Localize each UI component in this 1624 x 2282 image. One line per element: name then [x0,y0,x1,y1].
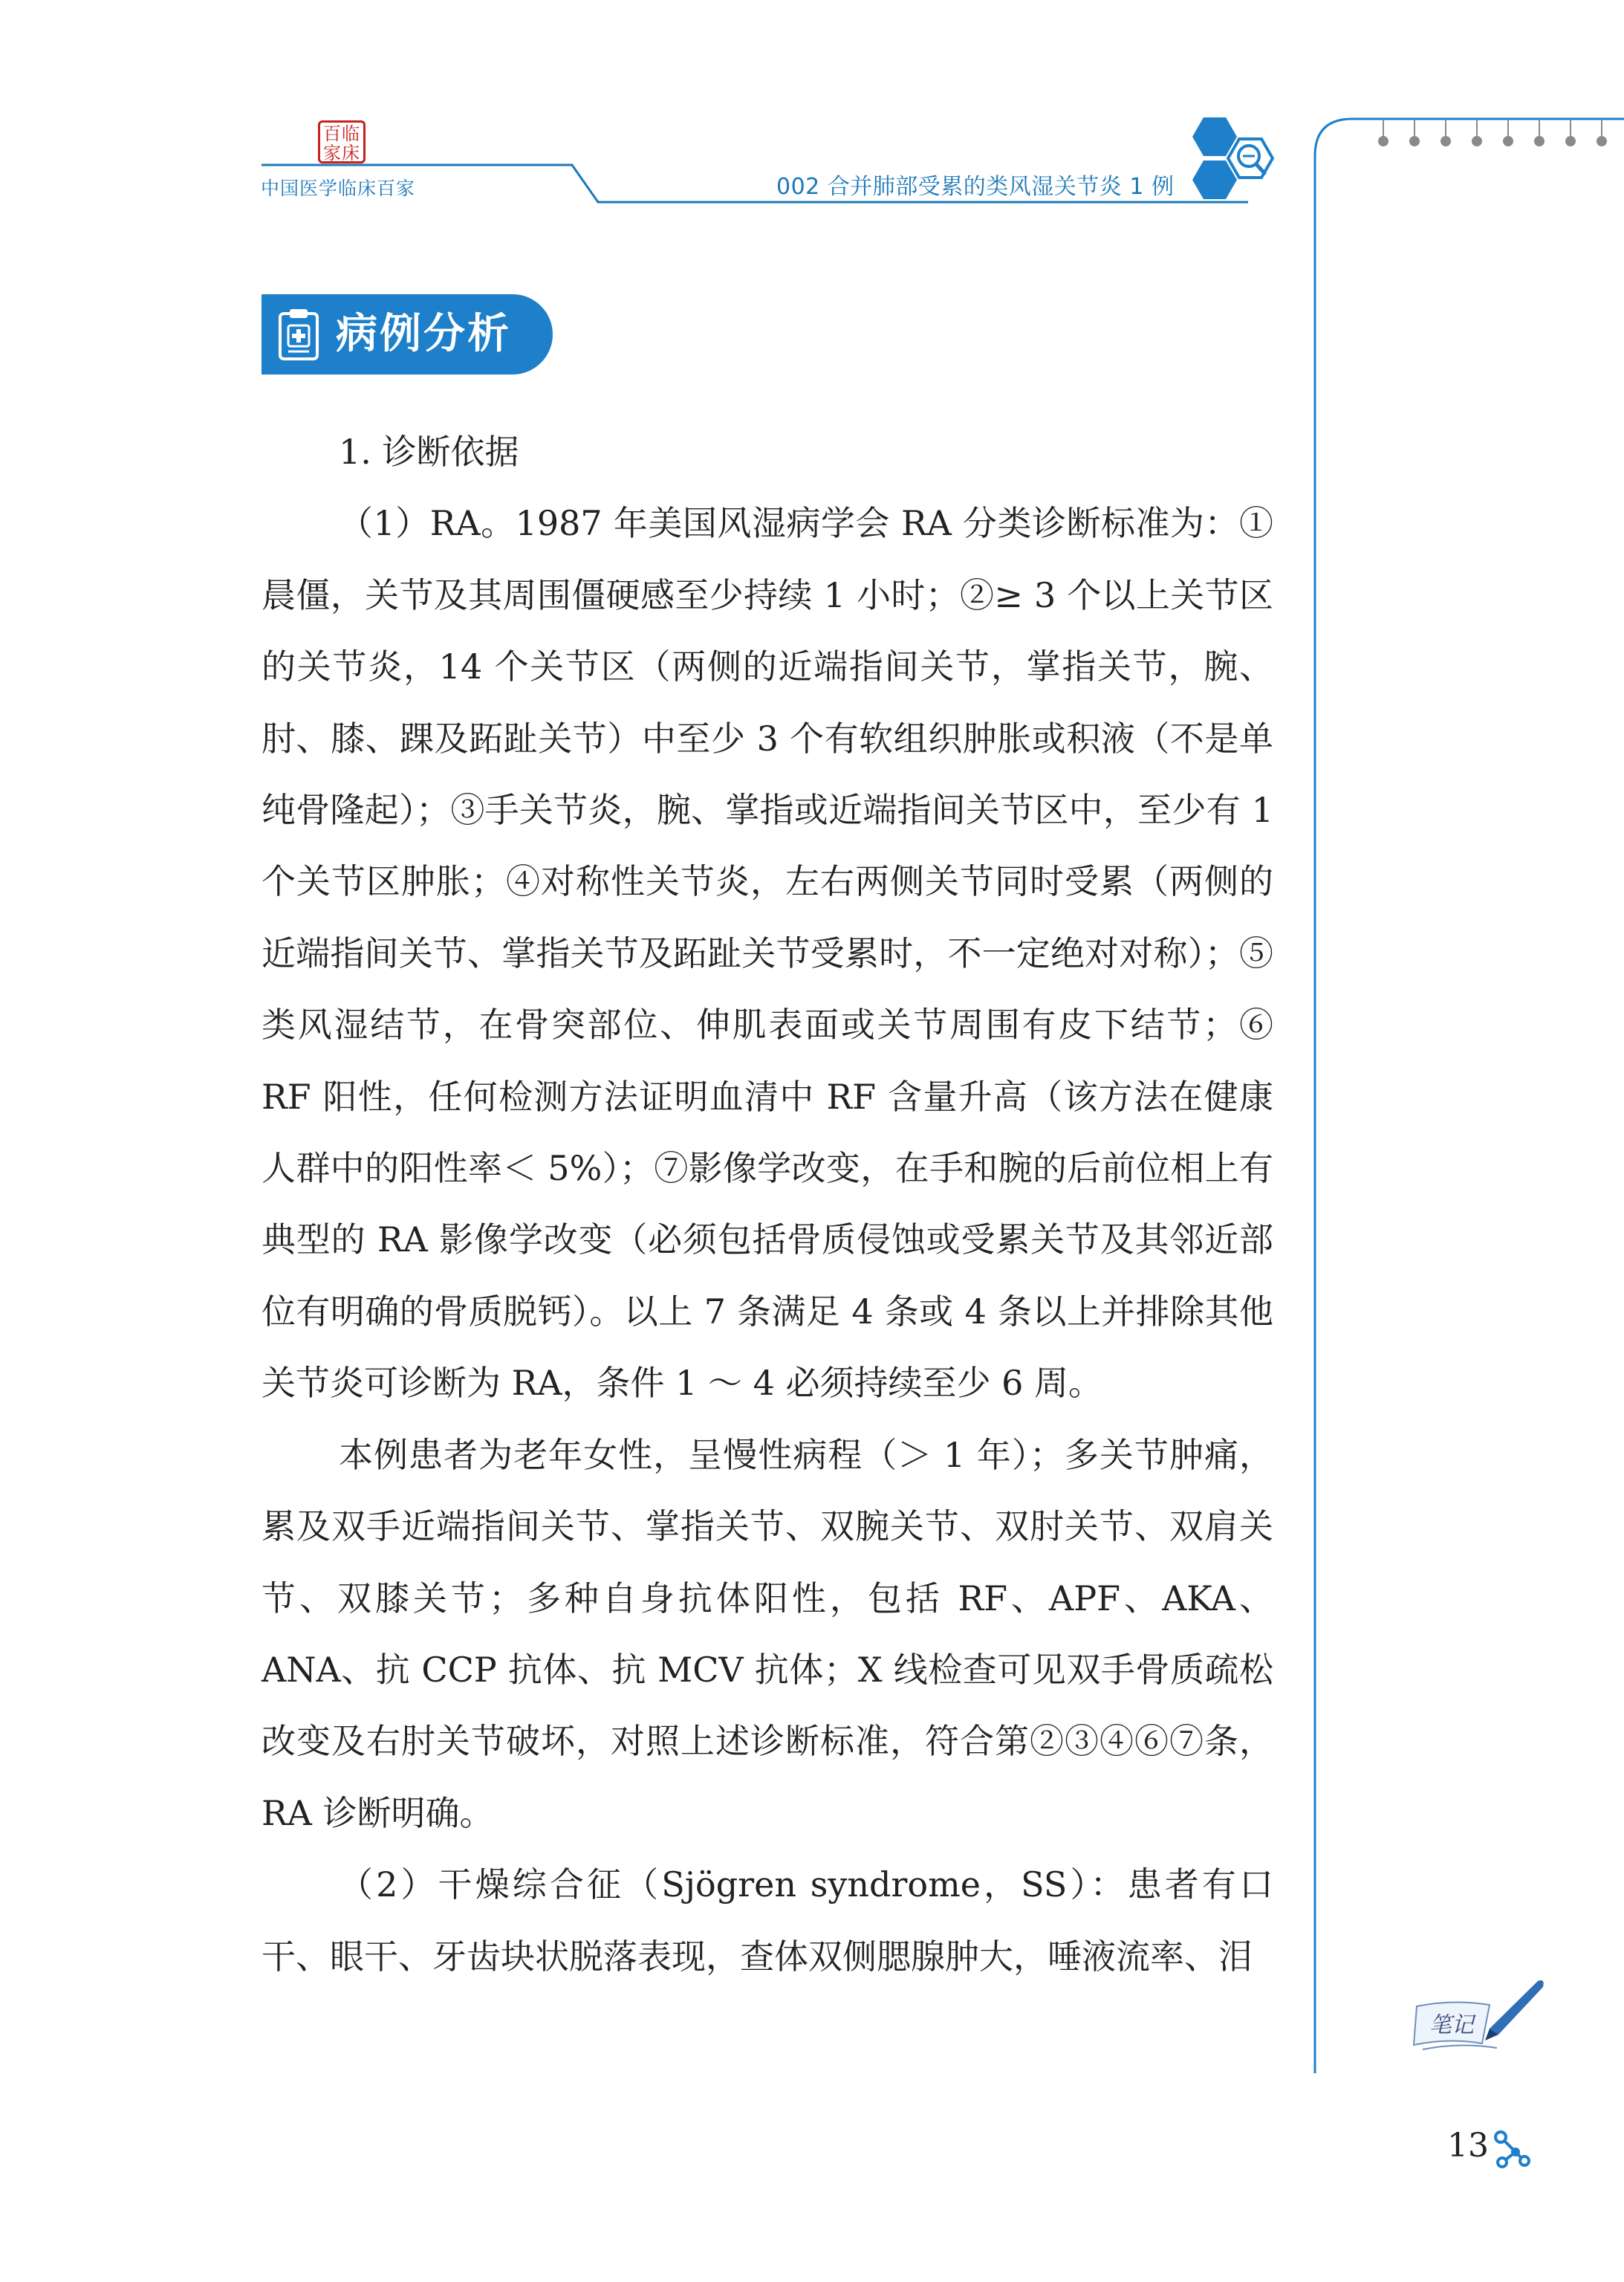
body-text [262,416,1273,1992]
notes-label: 笔记 [1429,2012,1474,2038]
page-number: 13 [1447,2127,1489,2165]
section-heading [262,294,553,375]
notes-margin-frame [1308,111,1624,2073]
clipboard-icon [278,308,319,361]
diagnosis-basis-heading: 1. 诊断依据 [339,432,519,472]
logo-text: 百临家床 [323,123,360,163]
series-name: 中国医学临床百家 [261,178,416,199]
patient-summary-paragraph: 本例患者为老年女性，呈慢性病程（＞ 1 年）；多关节肿痛，累及双手近端指间关节、掌指关节、双腕关节、双肘关节、双肩关节、双膝关节；多种自身抗体阳性，包括 RF、APF、AKA、ANA、抗 CCP 抗体、抗 MCV 抗体；X 线检查可见双手骨质疏松改变及右肘关节破坏，对照上述诊断标准，符合第②③④⑥⑦条，RA 诊断明确。 [262,1434,1273,1833]
ra-criteria-paragraph: （1）RA。1987 年美国风湿病学会 RA 分类诊断标准为：①晨僵，关节及其周围僵硬感至少持续 1 小时；②≥ 3 个以上关节区的关节炎，14 个关节区（两侧的近端指间关节，掌指关节，腕、肘、膝、踝及跖趾关节）中至少 3 个有软组织肿胀或积液（不是单纯骨隆起）；③手关节炎，腕、掌指或近端指间关节区中，至少有 1 个关节区肿胀；④对称性关节炎，左右两侧关节同时受累（两侧的近端指间关节、掌指关节及跖趾关节受累时，不一定绝对对称）；⑤类风湿结节，在骨突部位、伸肌表面或关节周围有皮下结节；⑥ RF 阳性，任何检测方法证明血清中 RF 含量升高（该方法在健康人群中的阳性率＜ 5%）；⑦影像学改变，在手和腕的后前位相上有典型的 RA 影像学改变（必须包括骨质侵蚀或受累关节及其邻近部位有明确的骨质脱钙）。以上 7 条满足 4 条或 4 条以上并排除其他关节炎可诊断为 RA，条件 1 ～ 4 必须持续至少 6 周。 [262,503,1273,1404]
publisher-logo [318,120,366,163]
share-icon [1493,2130,1530,2170]
chapter-title: 002 合并肺部受累的类风湿关节炎 1 例 [776,174,1175,200]
section-title: 病例分析 [336,310,511,358]
hexagon-magnifier-icon [1174,111,1285,223]
sjogren-paragraph: （2）干燥综合征（Sjögren syndrome，SS）：患者有口干、眼干、牙齿块状脱落表现，查体双侧腮腺肿大，唾液流率、泪 [262,1864,1273,1977]
